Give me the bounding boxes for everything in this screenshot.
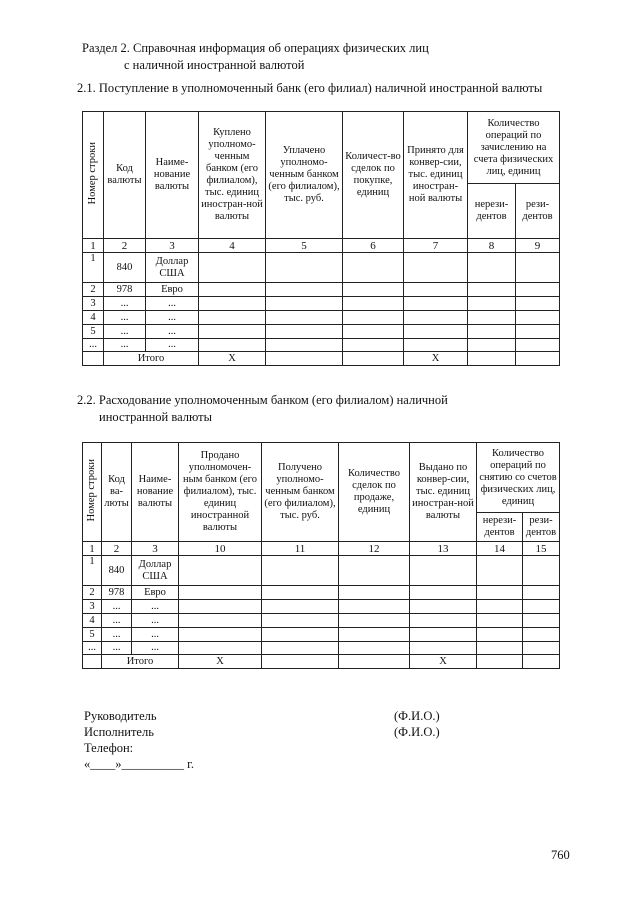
total-label: Итого — [104, 352, 199, 366]
table-row — [83, 339, 560, 352]
row-number: 3 — [83, 600, 102, 614]
section-2-heading — [77, 392, 448, 426]
currency-name: ... — [132, 628, 179, 642]
empty-cell — [199, 311, 266, 325]
currency-name: ... — [146, 311, 199, 325]
col-header-name: Наиме-нование валюты — [132, 443, 179, 542]
empty-cell — [523, 642, 560, 655]
currency-code: ... — [102, 600, 132, 614]
empty-cell — [262, 600, 339, 614]
empty-cell — [266, 311, 343, 325]
empty-cell — [468, 311, 516, 325]
empty-cell — [404, 339, 468, 352]
empty-cell — [266, 283, 343, 297]
empty-cell — [410, 556, 477, 586]
fio-block — [394, 708, 440, 740]
table-row — [83, 642, 560, 655]
col-number: 2 — [102, 542, 132, 556]
table-row — [83, 297, 560, 311]
executor-label: Исполнитель — [84, 725, 154, 739]
executor-fio: (Ф.И.О.) — [394, 725, 440, 739]
currency-name: ... — [146, 297, 199, 311]
table-row — [83, 283, 560, 297]
row-number: ... — [83, 642, 102, 655]
col-header-sold: Продано уполномочен-ным банком (его филиалом), тыс. единиц иностранной валюты — [179, 443, 262, 542]
empty-cell — [343, 352, 404, 366]
empty-cell — [468, 253, 516, 283]
row-number: 5 — [83, 325, 104, 339]
empty-cell — [516, 283, 560, 297]
phone-label: Телефон: — [84, 741, 134, 755]
empty-cell — [179, 614, 262, 628]
col-number: 11 — [262, 542, 339, 556]
col-number: 9 — [516, 239, 560, 253]
empty-cell — [83, 655, 102, 669]
table-receipts — [82, 111, 560, 366]
x-mark: X — [404, 352, 468, 366]
col-number: 3 — [132, 542, 179, 556]
row-number: 1 — [83, 253, 104, 283]
row-number: 2 — [83, 283, 104, 297]
col-number: 10 — [179, 542, 262, 556]
col-header-nonresidents: нерези-дентов — [477, 513, 523, 542]
date-line: «____»__________ г. — [84, 757, 194, 771]
col-header-row-no: Номер строки — [83, 443, 102, 542]
currency-name: ... — [146, 339, 199, 352]
currency-code: 978 — [104, 283, 146, 297]
empty-cell — [523, 628, 560, 642]
empty-cell — [266, 352, 343, 366]
section-title — [82, 40, 429, 74]
currency-name: ... — [146, 325, 199, 339]
row-number: 4 — [83, 311, 104, 325]
section-2-heading-line-1: 2.2. Расходование уполномоченным банком (его филиалом) наличной — [77, 393, 448, 407]
table-row — [83, 253, 560, 283]
currency-code: 840 — [104, 253, 146, 283]
table-row — [83, 628, 560, 642]
title-line-2: с наличной иностранной валютой — [124, 58, 305, 72]
empty-cell — [404, 297, 468, 311]
empty-cell — [262, 556, 339, 586]
empty-cell — [266, 339, 343, 352]
currency-code: 840 — [102, 556, 132, 586]
empty-cell — [262, 655, 339, 669]
empty-cell — [266, 297, 343, 311]
column-numbers-row — [83, 239, 560, 253]
currency-name: ... — [132, 600, 179, 614]
empty-cell — [262, 642, 339, 655]
empty-cell — [410, 600, 477, 614]
empty-cell — [179, 600, 262, 614]
table-row — [83, 600, 560, 614]
total-row — [83, 655, 560, 669]
empty-cell — [179, 556, 262, 586]
currency-name: ... — [132, 642, 179, 655]
col-number: 1 — [83, 239, 104, 253]
empty-cell — [262, 586, 339, 600]
empty-cell — [404, 311, 468, 325]
row-number: 3 — [83, 297, 104, 311]
col-number: 12 — [339, 542, 410, 556]
empty-cell — [523, 586, 560, 600]
empty-cell — [477, 614, 523, 628]
empty-cell — [477, 655, 523, 669]
empty-cell — [199, 325, 266, 339]
empty-cell — [343, 325, 404, 339]
col-header-ops: Количество операций по зачислению на счета физических лиц, единиц — [468, 112, 560, 184]
empty-cell — [410, 614, 477, 628]
col-number: 2 — [104, 239, 146, 253]
empty-cell — [343, 311, 404, 325]
col-header-ops: Количество операций по снятию со счетов физических лиц, единиц — [477, 443, 560, 513]
empty-cell — [339, 600, 410, 614]
col-header-conversion: Выдано по конвер-сии, тыс. единиц иностран-ной валюты — [410, 443, 477, 542]
currency-name: Доллар США — [146, 253, 199, 283]
empty-cell — [516, 339, 560, 352]
x-mark: X — [199, 352, 266, 366]
head-label: Руководитель — [84, 709, 157, 723]
empty-cell — [477, 628, 523, 642]
empty-cell — [339, 628, 410, 642]
row-number: ... — [83, 339, 104, 352]
empty-cell — [199, 253, 266, 283]
currency-code: 978 — [102, 586, 132, 600]
currency-code: ... — [102, 614, 132, 628]
col-number: 3 — [146, 239, 199, 253]
col-header-code: Код ва-люты — [102, 443, 132, 542]
title-line-1: Раздел 2. Справочная информация об операциях физических лиц — [82, 41, 429, 55]
currency-code: ... — [104, 311, 146, 325]
col-header-deals: Количество сделок по продаже, единиц — [339, 443, 410, 542]
col-header-code: Код валюты — [104, 112, 146, 239]
currency-code: ... — [104, 325, 146, 339]
empty-cell — [404, 283, 468, 297]
col-header-received: Получено уполномо-ченным банком (его филиалом), тыс. руб. — [262, 443, 339, 542]
col-number: 8 — [468, 239, 516, 253]
column-numbers-row — [83, 542, 560, 556]
empty-cell — [516, 311, 560, 325]
col-header-row-no: Номер строки — [83, 112, 104, 239]
empty-cell — [179, 628, 262, 642]
col-header-nonresidents: нерези-дентов — [468, 184, 516, 239]
col-number: 5 — [266, 239, 343, 253]
empty-cell — [343, 339, 404, 352]
empty-cell — [339, 556, 410, 586]
empty-cell — [516, 325, 560, 339]
empty-cell — [516, 352, 560, 366]
empty-cell — [179, 586, 262, 600]
empty-cell — [516, 297, 560, 311]
empty-cell — [339, 614, 410, 628]
empty-cell — [199, 283, 266, 297]
col-number: 14 — [477, 542, 523, 556]
currency-name: ... — [132, 614, 179, 628]
empty-cell — [468, 352, 516, 366]
empty-cell — [477, 586, 523, 600]
section-2-heading-line-2: иностранной валюты — [99, 410, 213, 424]
empty-cell — [477, 642, 523, 655]
empty-cell — [266, 325, 343, 339]
col-number: 13 — [410, 542, 477, 556]
signature-block — [84, 708, 194, 772]
empty-cell — [404, 253, 468, 283]
empty-cell — [262, 614, 339, 628]
col-number: 4 — [199, 239, 266, 253]
empty-cell — [199, 297, 266, 311]
empty-cell — [468, 325, 516, 339]
empty-cell — [266, 253, 343, 283]
table-row — [83, 556, 560, 586]
col-header-residents: рези-дентов — [516, 184, 560, 239]
empty-cell — [339, 586, 410, 600]
currency-name: Евро — [146, 283, 199, 297]
empty-cell — [262, 628, 339, 642]
col-header-deals: Количест-во сделок по покупке, единиц — [343, 112, 404, 239]
empty-cell — [410, 642, 477, 655]
table-row — [83, 325, 560, 339]
empty-cell — [343, 283, 404, 297]
col-header-name: Наиме-нование валюты — [146, 112, 199, 239]
empty-cell — [343, 253, 404, 283]
x-mark: X — [410, 655, 477, 669]
empty-cell — [516, 253, 560, 283]
col-number: 6 — [343, 239, 404, 253]
empty-cell — [468, 297, 516, 311]
col-header-paid: Уплачено уполномо-ченным банком (его филиалом), тыс. руб. — [266, 112, 343, 239]
empty-cell — [404, 325, 468, 339]
empty-cell — [468, 339, 516, 352]
currency-name: Доллар США — [132, 556, 179, 586]
empty-cell — [468, 283, 516, 297]
section-1-heading: 2.1. Поступление в уполномоченный банк (его филиал) наличной иностранной валюты — [77, 81, 543, 95]
col-header-residents: рези-дентов — [523, 513, 560, 542]
col-header-bought: Куплено уполномо-ченным банком (его филиалом), тыс. единиц иностран-ной валюты — [199, 112, 266, 239]
empty-cell — [523, 655, 560, 669]
currency-code: ... — [104, 339, 146, 352]
empty-cell — [343, 297, 404, 311]
col-header-conversion: Принято для конвер-сии, тыс. единиц иностран-ной валюты — [404, 112, 468, 239]
table-expenditure — [82, 442, 560, 669]
table-row — [83, 311, 560, 325]
row-number: 2 — [83, 586, 102, 600]
empty-cell — [339, 642, 410, 655]
head-fio: (Ф.И.О.) — [394, 709, 440, 723]
currency-code: ... — [102, 642, 132, 655]
currency-code: ... — [104, 297, 146, 311]
page-number: 760 — [551, 848, 570, 862]
empty-cell — [477, 600, 523, 614]
empty-cell — [523, 556, 560, 586]
currency-code: ... — [102, 628, 132, 642]
table-row — [83, 614, 560, 628]
currency-name: Евро — [132, 586, 179, 600]
col-number: 7 — [404, 239, 468, 253]
table-row — [83, 586, 560, 600]
total-row — [83, 352, 560, 366]
empty-cell — [410, 628, 477, 642]
empty-cell — [179, 642, 262, 655]
empty-cell — [199, 339, 266, 352]
row-number: 1 — [83, 556, 102, 586]
empty-cell — [523, 600, 560, 614]
empty-cell — [477, 556, 523, 586]
row-number: 4 — [83, 614, 102, 628]
empty-cell — [410, 586, 477, 600]
empty-cell — [339, 655, 410, 669]
col-number: 15 — [523, 542, 560, 556]
total-label: Итого — [102, 655, 179, 669]
row-number: 5 — [83, 628, 102, 642]
col-number: 1 — [83, 542, 102, 556]
empty-cell — [523, 614, 560, 628]
empty-cell — [83, 352, 104, 366]
x-mark: X — [179, 655, 262, 669]
